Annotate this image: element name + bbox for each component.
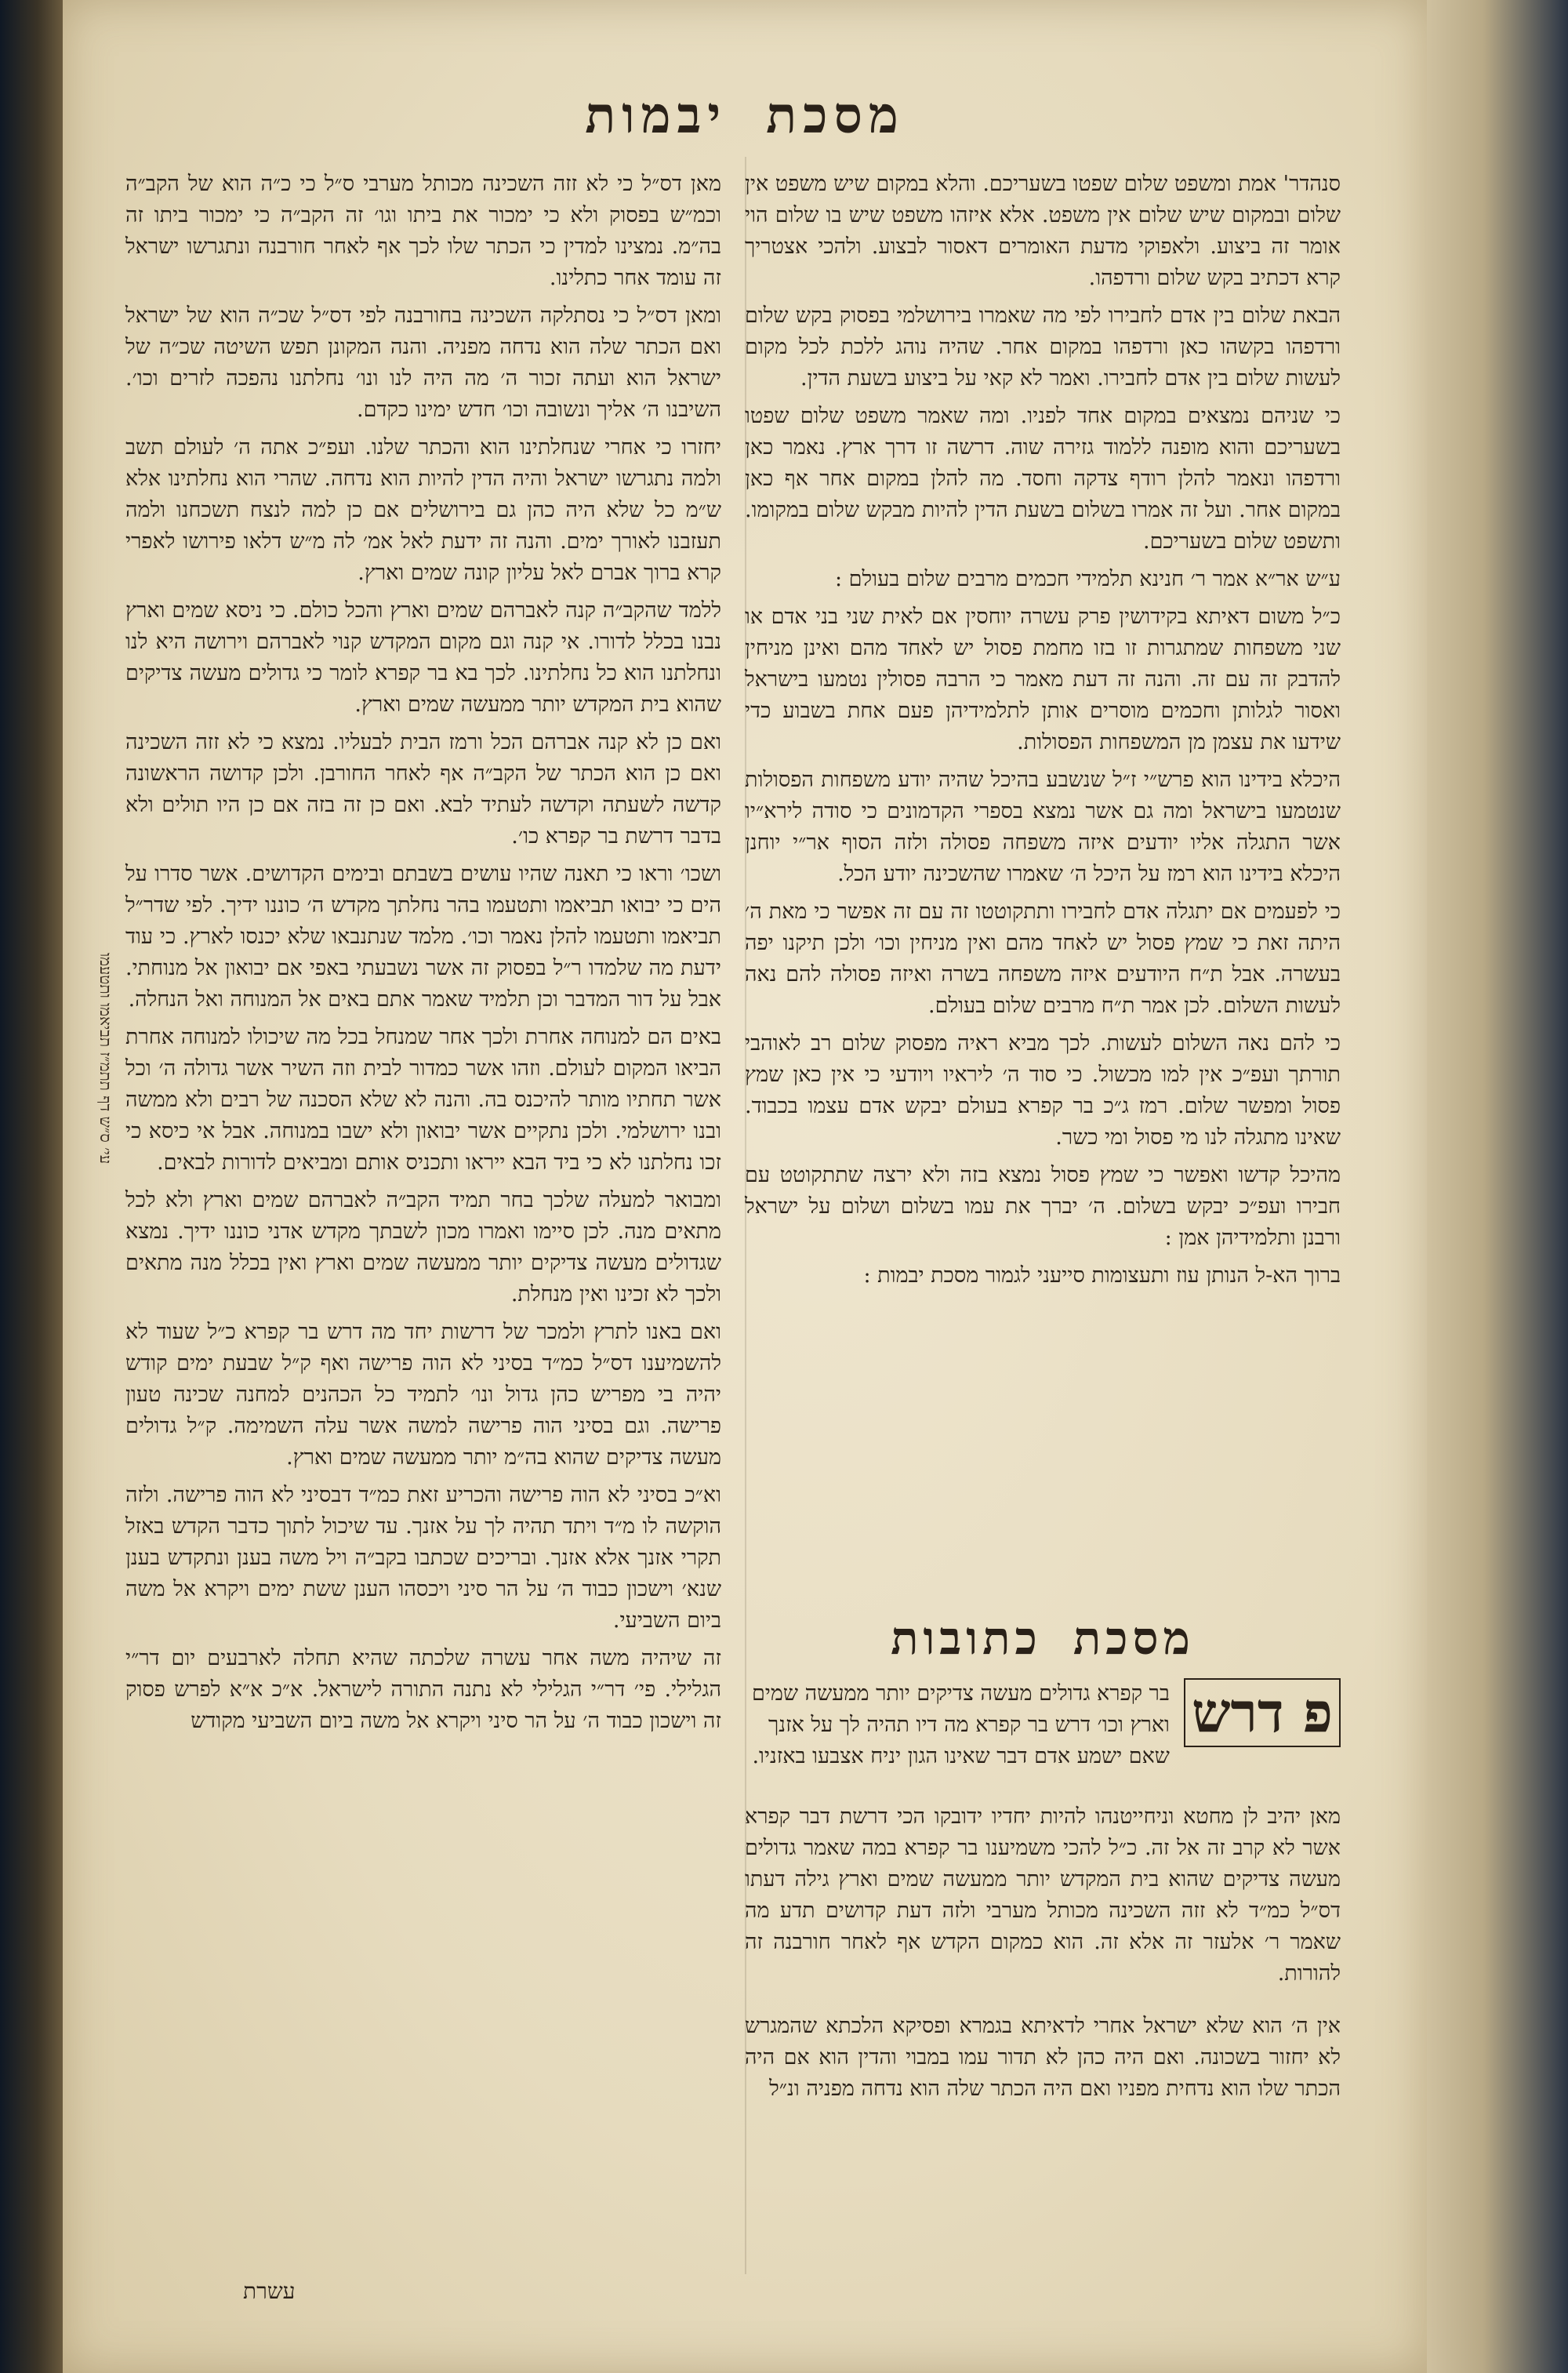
section-header	[745, 1612, 1341, 1665]
book-page	[63, 0, 1427, 2373]
right-paragraph: כי להם נאה השלום לעשות. לכך מביא ראיה מפסוק שלום רב לאוהבי תורתך ועפ״כ אין למו מכשול. כי סוד ה׳ ליראיו ויודעי כי אין כאן שמץ פסול ומפשר שלום. רמז ג״כ בר קפרא בעולם יבקש אדם עצמו בכבוד. שאינו מתגלה לנו מי פסול ומי כשר.	[745, 1031, 1341, 1150]
subheader-word-2: כתובות	[891, 1612, 1042, 1665]
left-column	[125, 169, 721, 1743]
margin-annotation: עי׳ ס״ש דף תתמ״ז תביאמו ותטעמו	[96, 953, 115, 1165]
right-column	[745, 169, 1341, 1298]
header-word-1: מסכת	[766, 86, 905, 145]
book-spine	[0, 0, 63, 2373]
right-paragraph: ע״ש אר״א אמר ר׳ חנינא תלמידי חכמים מרבים שלום בעולם :	[834, 567, 1341, 591]
right-paragraph: כ״ל משום דאיתא בקידושין פרק עשרה יוחסין אם לאית שני בני אדם או שני משפחות שמתגרות זו בזו מחמת פסול יש לאחד מהם ואינן מניחין להדבק זה עם זה. והנה זה דעת מאמר כי הרבה פסולין נטמעו בישראל ואסור לגלותן וחכמים מוסרים אותן לתלמידיהן פעם אחת בשבוע כדי שידעו את עצמן מן המשפחות הפסולות.	[745, 605, 1341, 754]
left-paragraph: באים הם למנוחה אחרת ולכך אחר שמנחל בכל מה שיכולו למנוחה אחרת הביאו המקום לעולם. וזהו אשר כמדור לבית וזה השיר אשר גדולה ה׳ וכל אשר תחתיו מותר להיכנס בה. והנה לא שלא הסכנה של רבים ולא ממשה ובנו ירושלמי. ולכן נתקיים אשר יבואון ולא ישבו במנוחה. אבל אי כיסא כי זכו נחלתנו לא כי ביד הבא ייראו ותכניס אותם ומביאים לדורות לבאים.	[125, 1025, 721, 1175]
page-edges	[1427, 0, 1568, 2373]
right-paragraph: ברוך הא-ל הנותן עוז ותעצומות סייעני לגמור מסכת יבמות :	[863, 1263, 1341, 1288]
right-paragraph: הבאת שלום בין אדם לחבירו לפי מה שאמרו בירושלמי בפסוק בקש שלום ורדפהו בקשהו כאן ורדפהו במקום אחר. שהיה נוהג ללכת לכל מקום לעשות שלום בין אדם לחבירו. ואמר לא קאי על ביצוע בשעת הדין.	[745, 303, 1341, 391]
right-lower-paragraph: מאן יהיב לן מחטא וניחייטנהו להיות יחדיו ידובקו הכי דרשת דבר קפרא אשר לא קרב זה אל זה. כ״ל להכי משמיענו בר קפרא במה שאמר גדולים מעשה צדיקים שהוא בית המקדש יותר ממעשה שמים וארץ גילה דעתו דס״ל כמ״ד לא זזה השכינה מכותל מערבי ולזה דעת קדושים תדע מה שאמר ר׳ אלעזר זה אלא זה. הוא כמקום הקדש אף לאחר חורבנה זה להורות.	[745, 1804, 1341, 1986]
right-paragraph: מהיכל קדשו ואפשר כי שמץ פסול נמצא בזה ולא ירצה שתתקוטט עם חבירו ועפ״כ יבקש בשלום. ה׳ יברך את עמו בשלום ושלום על ישראל ורבנן ותלמידיהן אמן :	[745, 1163, 1341, 1250]
left-paragraph: ושכו׳ וראו כי תאנה שהיו עושים בשבתם ובימים הקדושים. אשר סדרו על הים כי יבואו תביאמו ותטעמו בהר נחלתך מקדש ה׳ כוננו ידיך. לפי שדר״ל תביאמו ותטעמו להלן נאמר וכו׳. מלמד שנתנבאו שלא יכנסו לארץ. כי עוד ידעת מה שלמדו ר״ל בפסוק זה אשר נשבעתי באפי אם יבואון אל מנוחתי. אבל על דור המדבר וכן תלמיד שאמר אתם באים אל המנוחה ואל הנחלה.	[125, 862, 721, 1012]
opener-text: בר קפרא גדולים מעשה צדיקים יותר ממעשה שמים וארץ וכו׳ דרש בר קפרא מה דיו תהיה לך על אזנך שאם ישמע אדם דבר שאינו הגון יניח אצבעו באזניו.	[751, 1681, 1170, 1768]
right-paragraph: היכלא בידינו הוא פרש״י ז״ל שנשבע בהיכל שהיה יודע משפחות הפסולות שנטמעו בישראל ומה גם אשר נמצא בספרי הקדמונים כי סודה לירא״יו אשר התגלה אליו יודעים איזה משפחה פסולה ולזה הסוף אר״י יוחנן היכלא בידינו הוא רמז על היכל ה׳ שאמרו שהשכינה יודע הכל.	[745, 768, 1341, 886]
left-paragraph: ומאן דס״ל כי נסתלקה השכינה בחורבנה לפי דס״ל שכ״ה הוא של ישראל ואם הכתר שלה הוא נדחה מפניה. והנה המקונן תפש השיטה שכ״ה של ישראל הוא ועתה זכור ה׳ מה היה לנו ונו׳ נחלתנו נהפכה לזרים וכו׳. השיבנו ה׳ אליך ונשובה וכו׳ חדש ימינו כקדם.	[125, 303, 721, 422]
left-paragraph: ללמד שהקב״ה קנה לאברהם שמים וארץ והכל כולם. כי ניסא שמים וארץ נבנו בכלל לדורו. אי קנה וגם מקום המקדש קנוי לאברהם וירושה היא לנו ונחלתנו הוא כל נחלתינו. לכך בא בר קפרא לומר כי גדולים מעשה צדיקים שהוא בית המקדש יותר ממעשה שמים וארץ.	[125, 598, 721, 717]
right-paragraph: כי לפעמים אם יתגלה אדם לחבירו ותתקוטטו זה עם זה אפשר כי מאת ה׳ היתה זאת כי שמץ פסול יש לאחד מהם ואין מניחין וכו׳ ולכן תיקנו יפה בעשרה. אבל ת״ח היודעים איזה משפחה בשרה ואיזה פסולה להם נאה לעשות השלום. לכן אמר ת״ח מרבים שלום בעולם.	[745, 899, 1341, 1018]
left-paragraph: ומבואר למעלה שלכך בחר תמיד הקב״ה לאברהם שמים וארץ ולא לכל מתאים מנה. לכן סיימו ואמרו מכון לשבתך מקדש אדני כוננו ידיך. נמצא שגדולים מעשה צדיקים יותר ממעשה שמים וארץ ואין בכלל מנה מתאים ולכך לא זכינו ואין מנחלת.	[125, 1188, 721, 1306]
header-word-2: יבמות	[585, 86, 728, 145]
page-header	[63, 86, 1427, 145]
opening-word: פ דרש	[1184, 1678, 1341, 1747]
left-paragraph: וא״כ בסיני לא הוה פרישה והכריע זאת כמ״ד דבסיני לא הוה פרישה. ולזה הוקשה לו מ״ד ויתד תהיה לך על אזנך. עד שיכול לתוך כדבר הקדש באזל תקרי אזנך אלא אזנך. ובריכים שכתבו בקב״ה ויל משה בענן ונתקדש בענן שנא׳ וישכון כבוד ה׳ על הר סיני ויכסהו הענן ששת ימים ויקרא אל משה ביום השביעי.	[125, 1483, 721, 1633]
subheader-word-1: מסכת	[1073, 1612, 1195, 1665]
catchword: עשרת	[243, 2278, 296, 2304]
right-column-lower	[745, 1780, 1341, 2126]
right-paragraph: כי שניהם נמצאים במקום אחד לפניו. ומה שאמר משפט שלום שפטו בשעריכם והוא מופנה ללמוד גזירה שוה. דרשה זו דרך ארץ. נאמר כאן ורדפהו ונאמר להלן רודף צדקה וחסד. מה להלן במקום אחר אף כאן במקום אחר. ועל זה אמרו בשלום בשעת הדין להיות מבקש שלום במקומו. ותשפט שלום בשעריכם.	[745, 404, 1341, 554]
left-paragraph: ואם כן לא קנה אברהם הכל ורמז הבית לבעליו. נמצא כי לא זזה השכינה ואם כן הוא הכתר של הקב״ה אף לאחר החורבן. ולכן קדושה הראשונה קדשה לשעתה וקדשה לעתיד לבא. ואם כן זה בזה אם כן היו תולים ולא בדבר דרשת בר קפרא כו׳.	[125, 730, 721, 849]
chapter-opener	[745, 1678, 1341, 1772]
left-paragraph: יחזרו כי אחרי שנחלתינו הוא והכתר שלנו. ועפ״כ אתה ה׳ לעולם תשב ולמה נתגרשו ישראל והיה הדין להיות הוא נדחה. שהרי הוא נחלתינו אלא ש״מ כל שלא היה כהן גם בירושלים אם כן למה לנצח תשכחנו ולמה תעזבנו לאורך ימים. והנה זה ידעת לאל אמ׳ לה מ״ש דלאו פירושו לאפרי קרא ברוך אברם לאל עליון קונה שמים וארץ.	[125, 435, 721, 585]
left-paragraph: ואם באנו לתרץ ולמכר של דרשות יחד מה דרש בר קפרא כ״ל שעוד לא להשמיענו דס״ל כמ״ד בסיני לא הוה פרישה ואף ק״ל שבעת ימים קודש יהיה בי מפריש כהן גדול ונו׳ לתמיד כל הכהנים למחנה שכינה טעון פרישה. וגם בסיני הוה פרישה למשה אשר עלה השמימה. ק״ל גדולים מעשה צדיקים שהוא בה״מ יותר ממעשה שמים וארץ.	[125, 1320, 721, 1470]
left-paragraph: מאן דס״ל כי לא זזה השכינה מכותל מערבי ס״ל כי כ״ה הוא של הקב״ה וכמ״ש בפסוק ולא כי ימכור את ביתו וגו׳ זה הקב״ה כי ימכור ביתו זה בה״מ. נמצינו למדין כי הכתר שלו לכך אף לאחר חורבנה ונתגרשו ישראל זה עומד אחר כתלינו.	[125, 172, 721, 290]
left-paragraph: זה שיהיה משה אחר עשרה שלכתה שהיא תחלה לארבעים יום דר״י הגלילי. פי׳ דר״י הגלילי לא נתנה התורה לישראל. א״כ א״א לפרש פסוק זה וישכון כבוד ה׳ על הר סיני ויקרא אל משה ביום השביעי מקודש	[125, 1646, 721, 1733]
right-lower-paragraph: אין ה׳ הוא שלא ישראל אחרי לדאיתא בגמרא ופסיקא הלכתא שהמגרש לא יחזור בשכונה. ואם היה כהן לא תדור עמו במבוי והדין הוא אם היה הכתר שלו הוא נדחית מפניו ואם היה הכתר שלה הוא נדחה מפניה ונ״ל	[745, 2014, 1341, 2101]
right-paragraph: סנהדר' אמת ומשפט שלום שפטו בשעריכם. והלא במקום שיש משפט אין שלום ובמקום שיש שלום אין משפט. אלא איזהו משפט שיש בו שלום הוי אומר זה ביצוע. ולאפוקי מדעת האומרים דאסור לבצוע. ולהכי אצטריך קרא דכתיב בקש שלום ורדפהו.	[745, 172, 1341, 290]
